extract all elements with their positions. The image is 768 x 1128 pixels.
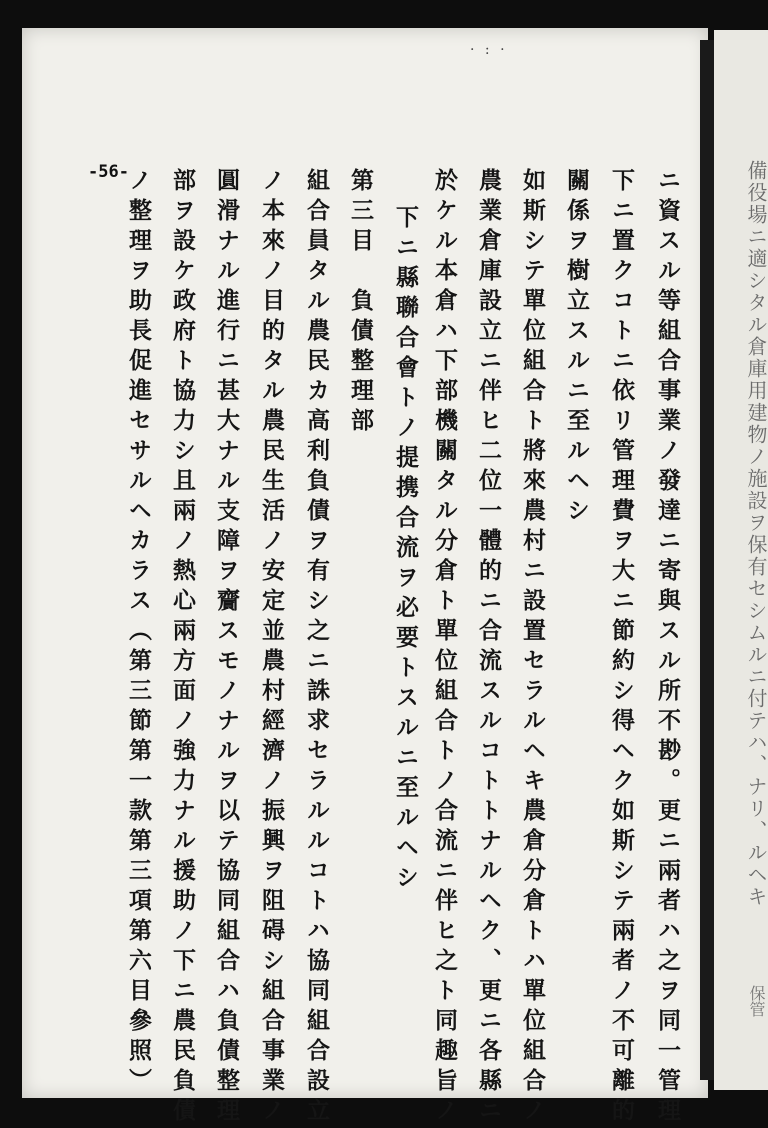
text-column-6: 於ケル本倉ハ下部機關タル分倉ト單位組合トノ合流ニ伴ヒ之ト同趣旨ノ xyxy=(431,168,458,1128)
text-column-12: 部ヲ設ケ政府ト協力シ且兩ノ熱心兩方面ノ強力ナル援助ノ下ニ農民負債 xyxy=(169,168,196,1128)
page-number: -56- xyxy=(88,162,129,182)
text-column-2: 下ニ置クコトニ依リ管理費ヲ大ニ節約シ得ヘク如斯シテ兩者ノ不可離的 xyxy=(608,168,635,1128)
text-column-9: 組合員タル農民カ高利負債ヲ有シ之ニ誅求セラルルコトハ協同組合設立 xyxy=(303,168,330,1128)
adjacent-page-text: 備役場ニ適シタル倉庫用建物ノ施設ヲ保有セシムルニ付テハ、ナリ、ルヘキ xyxy=(744,160,768,908)
section-heading: 第三目 負債整理部 xyxy=(347,168,374,438)
text-column-3: 關係ヲ樹立スルニ至ルヘシ xyxy=(563,168,590,528)
text-column-13: ノ整理ヲ助長促進セサルヘカラス（第三節第一款第三項第六目參照） xyxy=(125,168,152,1098)
book-spine xyxy=(700,40,714,1080)
text-column-7: 下ニ縣聯合會トノ提携合流ヲ必要トスルニ至ルヘシ xyxy=(392,205,419,895)
page-speckle: · : · xyxy=(470,42,508,58)
adjacent-page-text-bottom: 保管 xyxy=(747,985,766,1017)
text-column-5: 農業倉庫設立ニ伴ヒ二位一體的ニ合流スルコトトナルヘク、更ニ各縣ニ xyxy=(475,168,502,1128)
text-column-11: 圓滑ナル進行ニ甚大ナル支障ヲ齎スモノナルヲ以テ協同組合ハ負債整理 xyxy=(213,168,240,1128)
text-column-10: ノ本來ノ目的タル農民生活ノ安定並農村經濟ノ振興ヲ阻碍シ組合事業ノ xyxy=(258,168,285,1128)
text-column-4: 如斯シテ單位組合ト將來農村ニ設置セラルヘキ農倉分倉トハ單位組合ノ xyxy=(519,168,546,1128)
text-column-1: ニ資スル等組合事業ノ發達ニ寄與スル所不尠。更ニ兩者ハ之ヲ同一管理 xyxy=(654,168,681,1128)
